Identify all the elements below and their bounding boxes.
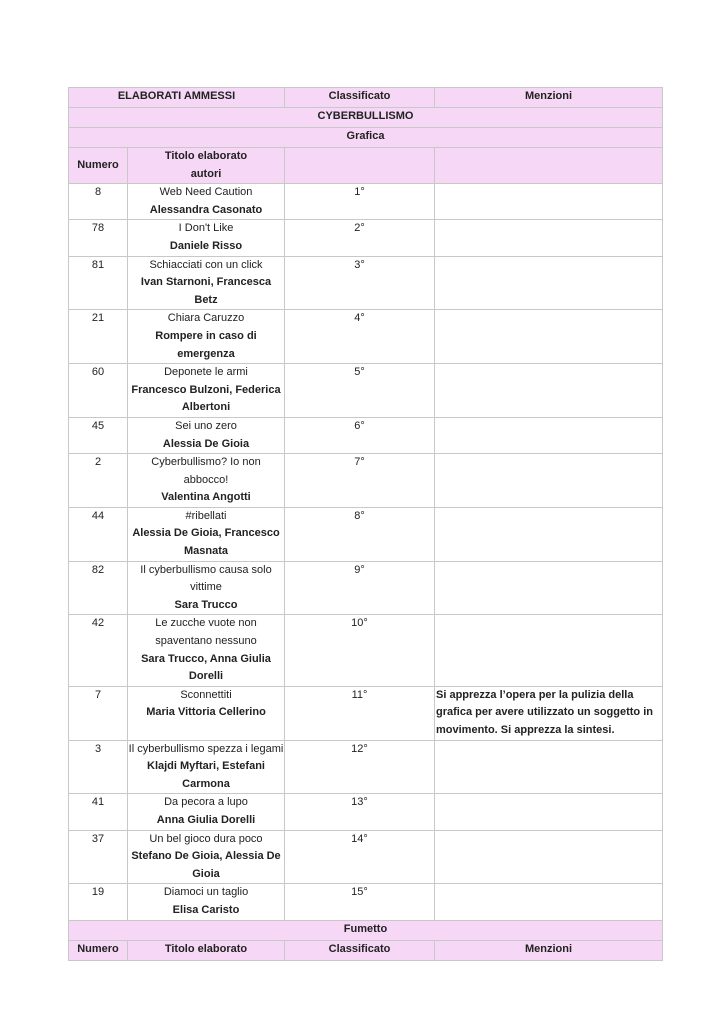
entry-title-authors <box>128 615 285 686</box>
colhead-mentions-empty <box>435 148 663 184</box>
entry-title: Il cyberbullismo spezza i legami <box>128 742 284 755</box>
table-row <box>69 830 663 884</box>
entry-authors: Rompere in caso di emergenza <box>155 329 257 360</box>
entry-number: 8 <box>69 184 128 220</box>
colhead-authors: autori <box>190 167 222 180</box>
table-row <box>69 256 663 310</box>
subsection-row <box>69 128 663 148</box>
entry-mention: Si apprezza l’opera per la pulizia della grafica per avere utilizzato un soggetto in movimento. Si apprezza la sintesi. <box>435 686 663 740</box>
colhead-number: Numero <box>69 148 128 184</box>
entry-title-authors <box>128 830 285 884</box>
subsection-title-grafica: Grafica <box>69 128 663 148</box>
entry-authors: Francesco Bulzoni, Federica Albertoni <box>131 383 281 414</box>
entry-authors: Stefano De Gioia, Alessia De Gioia <box>131 850 281 880</box>
entry-title: Diamoci un taglio <box>163 886 249 899</box>
table-row <box>69 417 663 453</box>
entry-title-authors <box>128 794 285 830</box>
entry-title: Cyberbullismo? Io non abbocco! <box>151 456 261 486</box>
entry-mention <box>435 830 663 884</box>
entry-number: 44 <box>69 507 128 561</box>
entry-title-authors <box>128 686 285 740</box>
entry-rank: 15° <box>285 884 435 920</box>
entry-title-authors <box>128 454 285 508</box>
entry-mention <box>435 184 663 220</box>
entry-title: Deponete le armi <box>164 366 248 379</box>
table-row <box>69 507 663 561</box>
header-rank: Classificato <box>285 88 435 108</box>
entry-mention <box>435 417 663 453</box>
footer-heads-row <box>69 940 663 960</box>
table-row <box>69 561 663 615</box>
entry-title: I Don't Like <box>178 222 234 235</box>
entry-title: Da pecora a lupo <box>164 796 248 809</box>
entry-authors: Sara Trucco <box>174 598 238 611</box>
entry-title-authors <box>128 561 285 615</box>
entry-rank: 1° <box>285 184 435 220</box>
entry-rank: 3° <box>285 256 435 310</box>
entry-number: 7 <box>69 686 128 740</box>
entry-authors: Alessia De Gioia, Francesco Masnata <box>132 527 280 558</box>
entry-rank: 10° <box>285 615 435 686</box>
entry-rank: 5° <box>285 364 435 418</box>
entry-number: 78 <box>69 220 128 256</box>
entry-authors: Alessandra Casonato <box>149 203 263 216</box>
colhead-title-authors <box>128 148 285 184</box>
entry-title-authors <box>128 417 285 453</box>
entry-authors: Klajdi Myftari, Estefani Carmona <box>147 760 265 790</box>
footer-colhead-title: Titolo elaborato <box>128 940 285 960</box>
subsection-title-fumetto: Fumetto <box>69 920 663 940</box>
header-mentions: Menzioni <box>435 88 663 108</box>
results-table <box>68 87 663 961</box>
entry-number: 37 <box>69 830 128 884</box>
entry-mention <box>435 507 663 561</box>
entry-title-authors <box>128 220 285 256</box>
entry-authors: Elisa Caristo <box>172 903 240 916</box>
entry-rank: 2° <box>285 220 435 256</box>
table-row <box>69 884 663 920</box>
entry-number: 2 <box>69 454 128 508</box>
entry-title-authors <box>128 507 285 561</box>
entry-mention <box>435 220 663 256</box>
entry-title-authors <box>128 256 285 310</box>
entry-mention <box>435 256 663 310</box>
table-row <box>69 740 663 794</box>
entry-authors: Valentina Angotti <box>161 491 251 504</box>
footer-colhead-mentions: Menzioni <box>435 940 663 960</box>
entry-number: 41 <box>69 794 128 830</box>
entry-rank: 4° <box>285 310 435 364</box>
entry-title: Sconnettiti <box>180 688 232 701</box>
entry-number: 42 <box>69 615 128 686</box>
entry-authors: Maria Vittoria Cellerino <box>146 706 266 719</box>
entry-rank: 12° <box>285 740 435 794</box>
entry-authors: Daniele Risso <box>169 239 243 252</box>
entry-title: Sei uno zero <box>175 419 237 432</box>
entry-title: Un bel gioco dura poco <box>149 832 263 845</box>
entry-rank: 9° <box>285 561 435 615</box>
entry-mention <box>435 794 663 830</box>
entry-rank: 7° <box>285 454 435 508</box>
table-row <box>69 794 663 830</box>
entry-mention <box>435 561 663 615</box>
table-row <box>69 615 663 686</box>
entry-mention <box>435 310 663 364</box>
table-row <box>69 364 663 418</box>
entry-title-authors <box>128 364 285 418</box>
entry-number: 3 <box>69 740 128 794</box>
entry-title-authors <box>128 884 285 920</box>
entry-number: 19 <box>69 884 128 920</box>
entry-title-authors <box>128 310 285 364</box>
entry-number: 82 <box>69 561 128 615</box>
table-header-row <box>69 88 663 108</box>
entry-authors: Alessia De Gioia <box>162 437 250 450</box>
colhead-rank-empty <box>285 148 435 184</box>
entry-number: 45 <box>69 417 128 453</box>
footer-colhead-rank: Classificato <box>285 940 435 960</box>
entry-title-authors <box>128 740 285 794</box>
entry-mention <box>435 615 663 686</box>
table-row <box>69 310 663 364</box>
entry-rank: 6° <box>285 417 435 453</box>
entry-number: 60 <box>69 364 128 418</box>
entry-mention <box>435 740 663 794</box>
entry-rank: 11° <box>285 686 435 740</box>
entry-mention <box>435 454 663 508</box>
table-row <box>69 220 663 256</box>
entry-title: #ribellati <box>185 509 227 522</box>
entry-authors: Sara Trucco, Anna Giulia Dorelli <box>141 652 271 683</box>
colhead-title: Titolo elaborato <box>164 150 248 162</box>
entry-title: Chiara Caruzzo <box>167 312 245 325</box>
section-row <box>69 108 663 128</box>
table-row <box>69 686 663 740</box>
entry-number: 21 <box>69 310 128 364</box>
entry-title: Il cyberbullismo causa solo vittime <box>140 563 272 594</box>
footer-colhead-number: Numero <box>69 940 128 960</box>
entry-rank: 14° <box>285 830 435 884</box>
table-row <box>69 454 663 508</box>
entry-title: Web Need Caution <box>159 186 253 199</box>
entry-number: 81 <box>69 256 128 310</box>
entry-rank: 13° <box>285 794 435 830</box>
entry-mention <box>435 884 663 920</box>
entry-title: Schiacciati con un click <box>149 258 263 271</box>
section-title: CYBERBULLISMO <box>69 108 663 128</box>
subsection-row <box>69 920 663 940</box>
entry-authors: Anna Giulia Dorelli <box>156 813 256 826</box>
table-row <box>69 184 663 220</box>
entry-authors: Ivan Starnoni, Francesca Betz <box>140 276 272 306</box>
header-entries: ELABORATI AMMESSI <box>69 88 285 108</box>
entry-title: Le zucche vuote non spaventano nessuno <box>155 617 257 648</box>
column-heads-row <box>69 148 663 184</box>
entry-rank: 8° <box>285 507 435 561</box>
entry-title-authors <box>128 184 285 220</box>
entry-mention <box>435 364 663 418</box>
